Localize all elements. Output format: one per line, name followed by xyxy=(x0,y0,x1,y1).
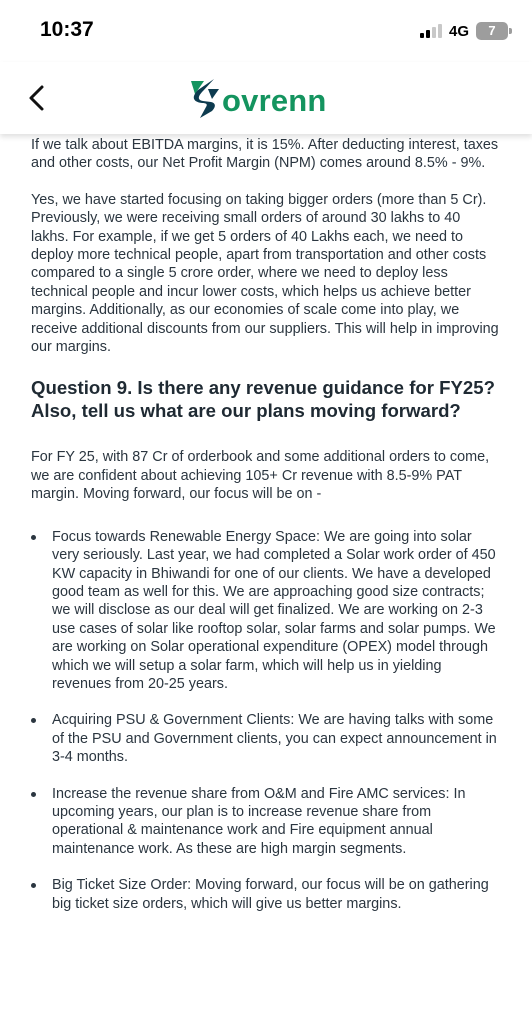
battery-icon: 7 xyxy=(476,22,508,40)
list-item-text: Big Ticket Size Order: Moving forward, our focus will be on gathering big ticket size orders, which will give us better margins. xyxy=(52,877,489,912)
list-item xyxy=(31,528,501,694)
bullet-dot-icon xyxy=(31,535,36,540)
bullet-dot-icon xyxy=(31,883,36,888)
bullet-dot-icon xyxy=(31,718,36,723)
paragraph: If we talk about EBITDA margins, it is 15%. After deducting interest, taxes and other costs, our Net Profit Margin (NPM) comes around 8.5% - 9%. xyxy=(31,137,499,172)
list-item xyxy=(31,785,501,859)
network-type: 4G xyxy=(449,23,470,40)
list-item xyxy=(31,711,501,766)
answer-intro: For FY 25, with 87 Cr of orderbook and some additional orders to come, we are confident about achieving 105+ Cr revenue with 8.5-9% PAT margin. Moving forward, our focus will be on - xyxy=(31,449,490,503)
chevron-left-icon xyxy=(18,78,58,118)
list-item-text: Increase the revenue share from O&M and Fire AMC services: In upcoming years, our plan is to increase revenue share from operational & maintenance work and Fire equipment annual maintenance work. As these are high margin segments. xyxy=(52,785,466,857)
status-bar xyxy=(0,0,532,62)
list-item-text: Focus towards Renewable Energy Space: We are going into solar very seriously. Last year, we had completed a Solar work order of 450 KW capacity in Bhiwandi for one of our clients. We have a developed good team as well for this. We are approaching good size contracts; we will disclose as our deal will get finalized. We are working on 2-3 use cases of solar like rooftop solar, solar farms and solar pumps. We are working on Solar operational expenditure (OPEX) model through which we will setup a solar farm, which will help us in yielding revenues from 20-25 years. xyxy=(52,528,496,692)
logo-mark-icon xyxy=(186,77,222,119)
battery-tip xyxy=(509,28,512,34)
question-heading: Question 9. Is there any revenue guidance for FY25? Also, tell us what are our plans moving forward? xyxy=(31,377,495,422)
app-header xyxy=(0,62,532,134)
logo-text: ovrenn xyxy=(222,83,327,118)
article-content xyxy=(31,136,501,913)
status-time: 10:37 xyxy=(40,18,94,41)
plans-list xyxy=(31,528,501,913)
back-button[interactable] xyxy=(18,78,58,118)
bullet-dot-icon xyxy=(31,792,36,797)
list-item-text: Acquiring PSU & Government Clients: We are having talks with some of the PSU and Government clients, you can expect announcement in 3-4 months. xyxy=(52,712,497,766)
paragraph: Yes, we have started focusing on taking bigger orders (more than 5 Cr). Previously, we were receiving small orders of around 30 lakhs to 40 lakhs. For example, if we get 5 orders of 40 Lakhs each, we need to deploy more technical people, apart from transportation and other costs compared to a single 5 crore order, where we need to deploy less technical people and incur lower costs, which helps us achieve better margins. Additionally, as our economies of scale come into play, we receive additional discounts from our suppliers. This will help in improving our margins. xyxy=(31,191,499,356)
sovrenn-logo xyxy=(186,77,356,121)
signal-strength-icon xyxy=(420,24,442,38)
list-item xyxy=(31,876,501,913)
